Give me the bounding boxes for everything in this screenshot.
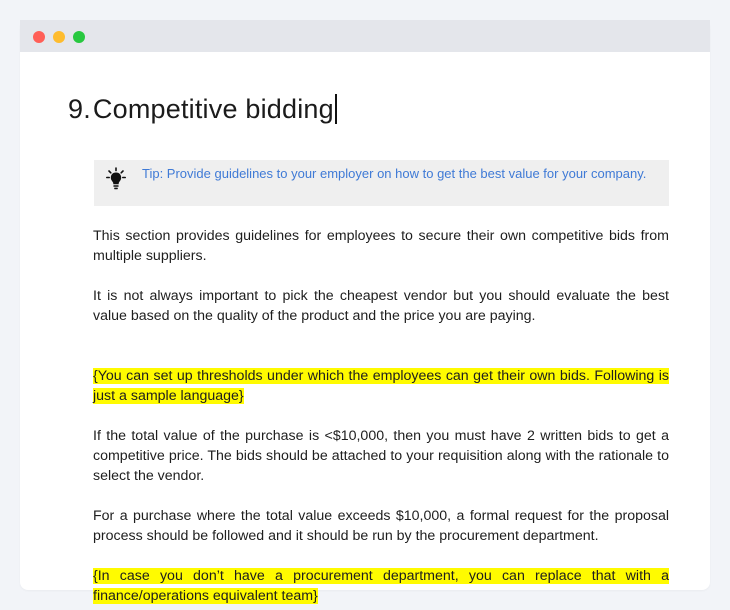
highlighted-note: {In case you don’t have a procurement department, you can replace that with a finance/operations equivalent team} — [93, 568, 669, 604]
paragraph-best-value: It is not always important to pick the cheapest vendor but you should evaluate the best value based on the quality of the product and the price you are paying. — [93, 288, 669, 324]
minimize-window-button[interactable] — [53, 31, 65, 43]
window-titlebar — [20, 20, 710, 52]
section-title: Competitive bidding — [92, 94, 334, 124]
section-number: 9. — [68, 94, 91, 124]
paragraph-under-threshold: If the total value of the purchase is <$10,000, then you must have 2 written bids to get a competitive price. The bids should be attached to your requisition along with the rationale to select the vendor. — [93, 428, 669, 484]
paragraph-procurement-note — [93, 566, 669, 606]
section-heading[interactable] — [68, 94, 337, 125]
paragraph-intro: This section provides guidelines for employees to secure their own competitive bids from multiple suppliers. — [93, 228, 669, 264]
close-window-button[interactable] — [33, 31, 45, 43]
zoom-window-button[interactable] — [73, 31, 85, 43]
paragraph-threshold-note — [93, 366, 669, 406]
paragraph-over-threshold: For a purchase where the total value exceeds $10,000, a formal request for the proposal process should be followed and it should be run by the procurement department. — [93, 508, 669, 544]
tip-text: Tip: Provide guidelines to your employer on how to get the best value for your company. — [142, 166, 647, 181]
document-window — [20, 20, 710, 604]
document-editor[interactable] — [20, 52, 710, 604]
tip-box — [94, 160, 669, 206]
highlighted-note: {You can set up thresholds under which the employees can get their own bids. Following is just a sample language} — [93, 368, 669, 404]
lightbulb-icon — [106, 167, 126, 191]
text-cursor — [335, 94, 337, 124]
